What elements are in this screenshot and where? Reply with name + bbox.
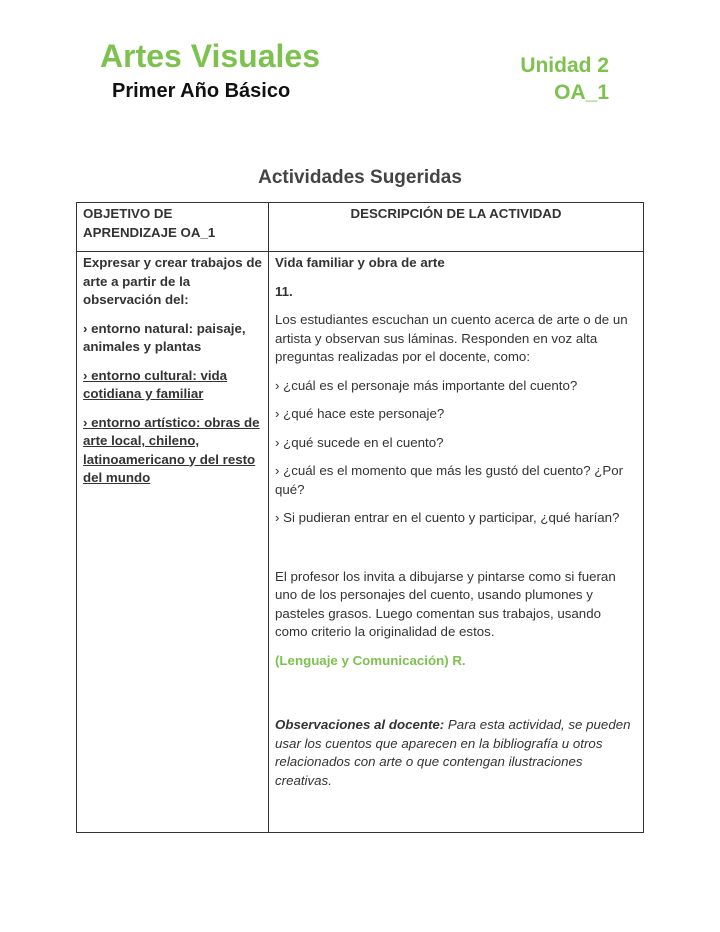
activity-number: 11. [275,283,293,299]
grade-level: Primer Año Básico [112,80,291,102]
section-title: Actividades Sugeridas [258,167,462,188]
objective-item-artistic: › entorno artístico: obras de arte local, chileno, latinoamericano y del resto del mundo [83,414,260,485]
subject-link: (Lenguaje y Comunicación) R. [275,652,466,668]
observations-text: Para esta actividad, se pueden usar los cuentos que aparecen en la bibliografía u otros relacionados con arte o que contengan ilustraciones creativas. [275,717,631,788]
activity-intro: Los estudiantes escuchan un cuento acerca de arte o de un artista y observan sus láminas. Responden en voz alta preguntas realizadas por el docente, como: [275,312,628,364]
objective-item-cultural: › entorno cultural: vida cotidiana y familiar [83,367,228,401]
question-item: › Si pudieran entrar en el cuento y participar, ¿qué harían? [275,510,620,525]
description-header: DESCRIPCIÓN DE LA ACTIVIDAD [269,203,644,252]
spacer [275,680,637,716]
observations-label: Observaciones al docente: [275,717,445,732]
objective-header: OBJETIVO DE APRENDIZAJE OA_1 [77,203,269,252]
objective-item-natural: › entorno natural: paisaje, animales y plantas [83,320,246,354]
teacher-observations [275,716,637,790]
description-cell [269,252,644,833]
activity-title: Vida familiar y obra de arte [275,255,445,270]
activities-table [76,202,644,833]
objective-cell [77,252,269,833]
question-item: › ¿cuál es el personaje más importante del cuento? [275,377,578,393]
oa-label: OA_1 [554,81,609,104]
activity-body: El profesor los invita a dibujarse y pintarse como si fueran uno de los personajes del cuento, usando plumones y pasteles grasos. Luego comentan sus trabajos, usando como criterio la originalidad de estos. [275,568,616,639]
objective-intro: Expresar y crear trabajos de arte a partir de la observación del: [83,255,262,307]
unit-label: Unidad 2 [520,54,609,77]
question-item: › ¿qué sucede en el cuento? [275,434,444,450]
question-item: › ¿qué hace este personaje? [275,406,445,421]
table-row [77,252,644,833]
question-item: › ¿cuál es el momento que más les gustó del cuento? ¿Por qué? [275,463,624,497]
document-title: Artes Visuales [100,38,320,74]
spacer [275,538,637,568]
table-header-row [77,203,644,252]
